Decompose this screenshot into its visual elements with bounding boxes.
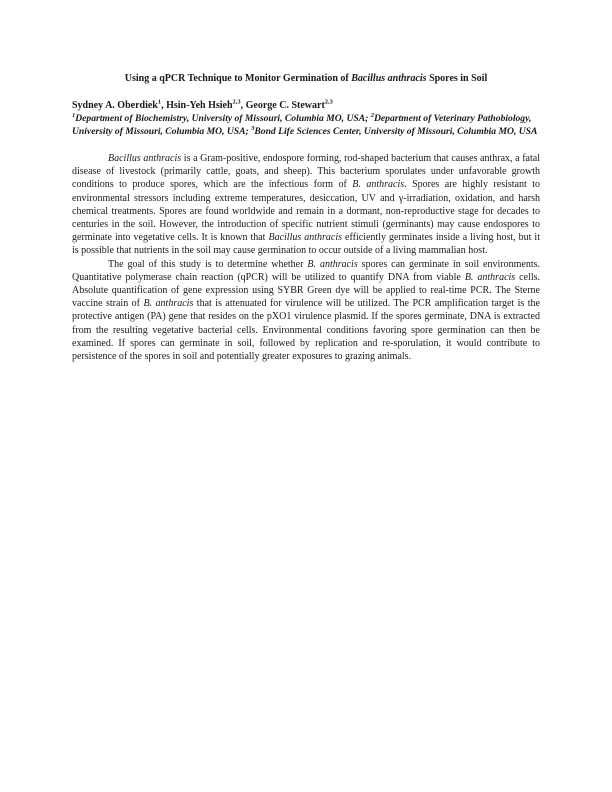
paragraph-2-text-d: that is attenuated for virulence will be utilized. The PCR amplification target is the protective antigen (PA) gene that resides on the pXO1 virulence plasmid. If the spores germinate, DNA is extracted from the resulting vegetative bacterial cells. Environmental conditions favoring spore germination can then be examined. If spores can germinate in soil, followed by replication and re-sporulation, it would contribute to persistence of the spores in soil and potentially greater exposures to grazing animals. <box>72 298 540 363</box>
author-list: Sydney A. Oberdiek$^1$, Hsin-Yeh Hsieh$^{2,3}$, George C. Stewart$^{2,3}$ <box>72 98 333 111</box>
paragraph-1-species: Bacillus anthracis <box>108 153 182 164</box>
paragraph-1-text-a: is a Gram-positive, endospore forming, rod-shaped bacterium that causes anthrax, a fatal disease of livestock (primarily cattle, goats, and sheep). This bacterium sporulates under unfavorable growth conditions to produce spores, which are the infectious form of <box>72 153 540 191</box>
author-2: Hsin-Yeh Hsieh <box>166 100 233 111</box>
title-species-name: Bacillus anthracis <box>351 73 427 84</box>
paragraph-2-species: B. anthracis <box>307 258 358 270</box>
author-3: George C. Stewart <box>245 100 325 111</box>
author-1-affiliation-mark: 1 <box>157 98 162 106</box>
affiliation-2: Department of Veterinary Pathobiology, University of Missouri, Columbia MO, USA; <box>72 113 532 137</box>
paragraph-2-text-a: The goal of this study is to determine whether <box>108 258 308 270</box>
title-text-end: Spores in Soil <box>426 73 488 84</box>
affiliation-list <box>72 112 540 138</box>
paragraph-1-species-short: B. anthracis <box>352 179 405 191</box>
paragraph-2-species-2: B. anthracis <box>464 271 516 283</box>
paragraph-1-text-b: . Spores are highly resistant to environmental stressors including extreme temperatures, desiccation, UV and γ-irradiation, oxidation, and harsh chemical treatments. Spores are found worldwide and remain in a dormant, non-reproductive stage for decades to centuries in the soil. However, the introduction of specific nutrient stimuli (germinants) may cause endospores to germinate into vegetative cells. It is known that <box>72 179 540 244</box>
paper-title <box>72 72 540 85</box>
body-paragraph-1 <box>72 152 540 258</box>
paragraph-2-text-c: cells. Absolute quantification of gene expression using SYBR Green dye will be applied to real-time PCR. The Sterne vaccine strain of <box>72 271 540 310</box>
author-2-affiliation-mark: 2,3 <box>232 98 241 106</box>
paragraph-1-species-2: Bacillus anthracis <box>268 232 343 244</box>
author-1: Sydney A. Oberdiek <box>72 100 158 111</box>
body-paragraph-2 <box>72 258 540 364</box>
affiliation-3-mark: 3 <box>251 124 255 132</box>
title-text-start: Using a qPCR Technique to Monitor Germination of <box>124 73 352 84</box>
page-content <box>72 72 540 363</box>
paragraph-2-species-3: B. anthracis <box>143 298 194 310</box>
affiliation-1: Department of Biochemistry, University of Missouri, Columbia MO, USA; <box>75 113 371 124</box>
affiliation-2-mark: 2 <box>370 111 374 119</box>
paragraph-2-text-b: spores can germinate in soil environments. Quantitative polymerase chain reaction (qPCR) will be utilized to quantify DNA from viable <box>72 258 540 283</box>
affiliation-1-mark: 1 <box>72 111 76 119</box>
affiliation-3: Bond Life Sciences Center, University of Missouri, Columbia MO, USA <box>254 126 538 137</box>
paragraph-1-text-c: efficiently germinates inside a living host, but it is possible that nutrients in the soil may cause germination to occur outside of a living mammalian host. <box>72 232 540 257</box>
author-3-affiliation-mark: 2,3 <box>324 98 333 106</box>
